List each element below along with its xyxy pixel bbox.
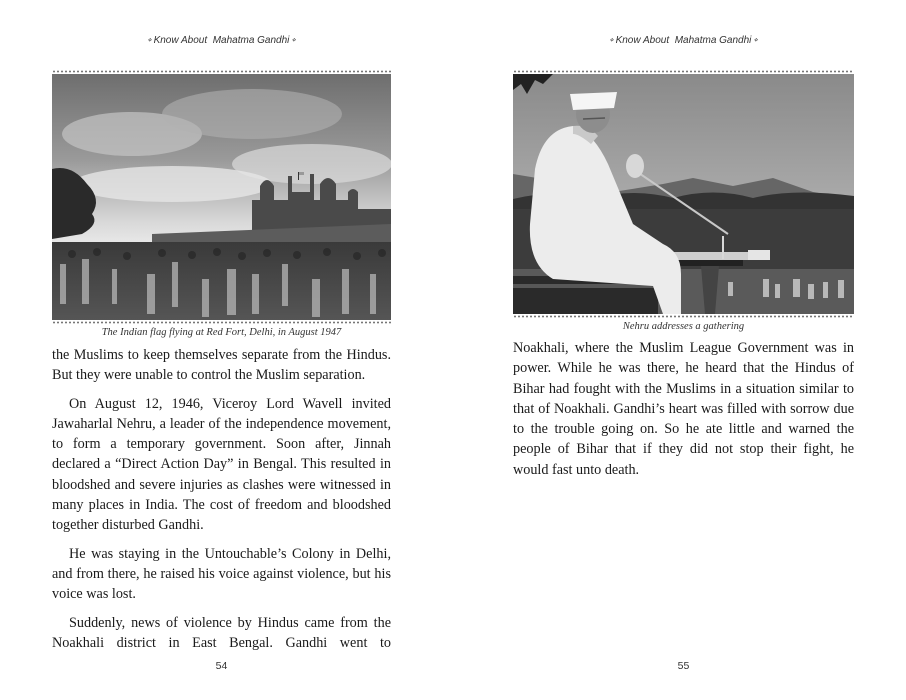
ornament-icon: ⋄	[609, 37, 614, 44]
running-head-title: Know About Mahatma Gandhi	[153, 35, 290, 46]
ornament-icon: ⋄	[753, 37, 758, 44]
running-head	[513, 35, 854, 46]
body-text	[52, 345, 391, 661]
paragraph: Suddenly, news of violence by Hindus came from the Noakhali district in East Bengal. Gandhi went to	[52, 614, 391, 651]
figure-caption: The Indian flag flying at Red Fort, Delhi, in August 1947	[101, 327, 342, 338]
dotted-divider	[513, 315, 854, 318]
ornament-icon: ⋄	[147, 37, 152, 44]
paragraph: the Muslims to keep themselves separate from the Hindus. But they were unable to control the Muslim separation.	[52, 347, 391, 384]
paragraph: Noakhali, where the Muslim League Government was in power. While he was there, he heard that the Hindus of Bihar had fought with the Muslims in a situation similar to that of Noakhali. Gandhi’s heart was filled with sorrow due to the trouble going on. So he ate little and warned the people of Bihar that if they did not stop their fight, he would fast unto death.	[513, 340, 854, 478]
dotted-divider	[513, 70, 854, 73]
paragraph: On August 12, 1946, Viceroy Lord Wavell invited Jawaharlal Nehru, a leader of the independence movement, to form a temporary government. Soon after, Jinnah declared a “Direct Action Day” in Bengal. This resulted in bloodshed and severe injuries as clashes were witnessed in many places in India. The cost of freedom and bloodshed together disturbed Gandhi.	[52, 395, 391, 534]
page-number: 55	[677, 660, 690, 672]
dotted-divider	[52, 70, 391, 73]
figure-caption: Nehru addresses a gathering	[622, 321, 745, 332]
left-page	[52, 0, 391, 700]
paragraph: He was staying in the Untouchable’s Colony in Delhi, and from there, he raised his voice against violence, but his voice was lost.	[52, 545, 391, 603]
right-page	[513, 0, 854, 700]
nehru-photo	[513, 74, 854, 314]
body-text	[513, 338, 854, 488]
dotted-divider	[52, 321, 391, 324]
ornament-icon: ⋄	[291, 37, 296, 44]
running-head-title: Know About Mahatma Gandhi	[615, 35, 752, 46]
red-fort-photo	[52, 74, 391, 320]
running-head	[52, 35, 391, 46]
page-number: 54	[215, 660, 228, 672]
